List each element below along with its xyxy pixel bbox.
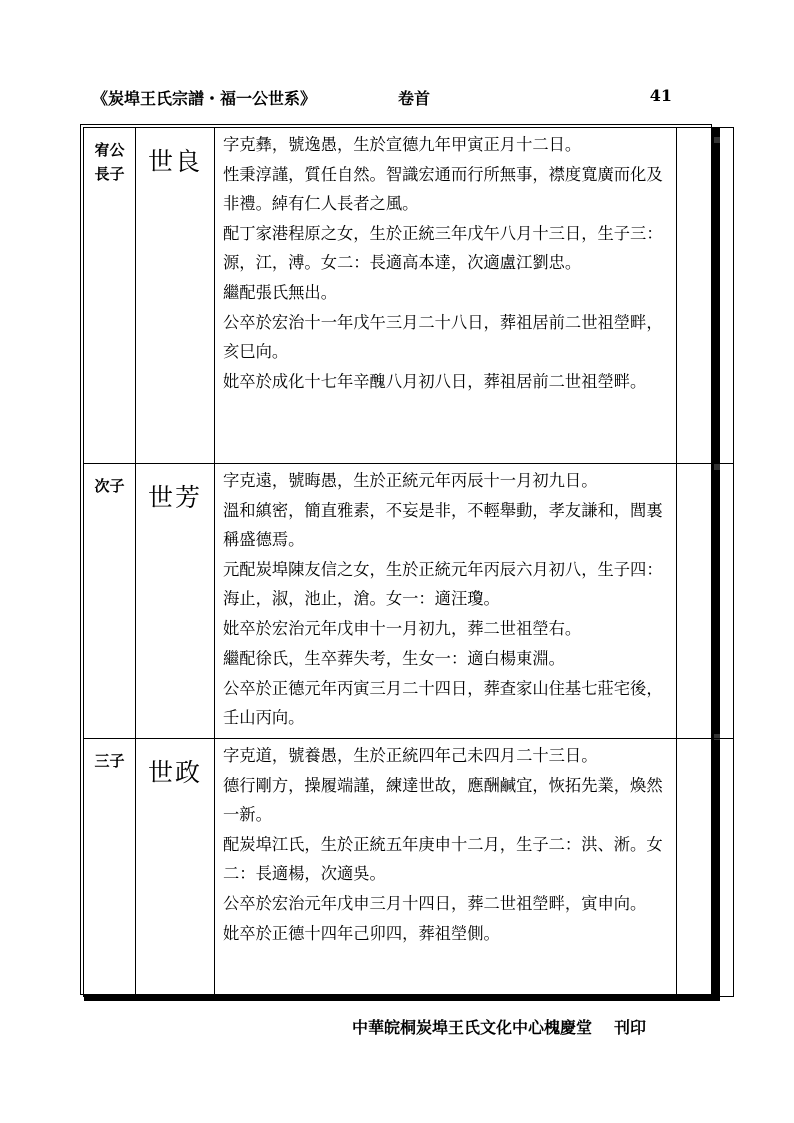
book-title: 《炭埠王氏宗譜・福一公世系》 [92,89,317,108]
biography-paragraph: 字克遠，號晦愚，生於正統元年丙辰十一月初九日。 [223,471,598,490]
biography-cell [215,464,677,739]
relation-line: 長子 [94,165,125,183]
biography-paragraph: 繼配徐氏，生卒葬失考，生女一：適白楊東淵。 [223,649,565,668]
biography-paragraph: 公卒於宏治元年戊申三月十四日，葬二世祖塋畔，寅申向。 [223,894,647,913]
table-row [84,464,734,739]
relation-line: 次子 [94,477,125,495]
relation-cell [84,128,136,464]
biography-paragraph: 字克道，號養愚，生於正統四年己未四月二十三日。 [223,746,598,765]
organization-name: 中華皖桐炭埠王氏文化中心槐慶堂 [352,1018,593,1037]
person-name-cell [136,464,215,739]
biography-paragraph: 字克彝，號逸愚，生於宣德九年甲寅正月十二日。 [223,135,582,154]
page-header [92,86,672,110]
biography-paragraph: 性秉淳謹，質任自然。智識宏通而行所無事，襟度寬廣而化及非禮。綽有仁人長者之風。 [223,165,663,213]
biography-paragraph: 妣卒於成化十七年辛醜八月初八日，葬祖居前二世祖塋畔。 [223,372,647,391]
notes-cell [677,464,734,739]
person-name: 世政 [147,758,202,787]
volume-label: 卷首 [398,89,431,108]
publisher-label: 刊印 [614,1018,647,1037]
biography-paragraph: 妣卒於正德十四年己卯四，葬祖塋側。 [223,924,500,943]
biography-paragraph: 配丁家港程原之女，生於正統三年戊午八月十三日，生子三：源，江，溥。女二：長適高本達，次適盧江劉忠。 [223,224,663,272]
biography-paragraph: 繼配張氏無出。 [223,283,337,302]
table-row [84,128,734,464]
biography-cell [215,739,677,997]
biography-paragraph: 德行剛方，操履端謹，練達世故，應酬鹹宜，恢拓先業，煥然一新。 [223,776,663,824]
page-footer [352,1015,646,1038]
biography-paragraph: 妣卒於宏治元年戊申十一月初九，葬二世祖塋右。 [223,619,582,638]
biography-paragraph: 配炭埠江氏，生於正統五年庚申十二月，生子二：洪、淅。女二：長適楊，次適吳。 [223,835,663,883]
relation-cell [84,464,136,739]
biography-paragraph: 公卒於宏治十一年戊午三月二十八日，葬祖居前二世祖塋畔，亥巳向。 [223,313,663,361]
page-number: 41 [649,86,672,105]
person-name-cell [136,739,215,997]
notes-cell [677,128,734,464]
biography-cell [215,128,677,464]
relation-line: 三子 [94,752,125,770]
biography-paragraph: 溫和縝密，簡直雅素，不妄是非，不輕舉動，孝友謙和，閭裏稱盛德焉。 [223,501,663,549]
biography-paragraph: 元配炭埠陳友信之女，生於正統元年丙辰六月初八，生子四：海止，淑，池止，滄。女一：適汪瓊。 [223,560,663,608]
table-row [84,739,734,997]
genealogy-table [83,127,734,997]
person-name: 世良 [147,147,202,176]
person-name-cell [136,128,215,464]
notes-cell [677,739,734,997]
relation-cell [84,739,136,997]
biography-paragraph: 公卒於正德元年丙寅三月二十四日，葬查家山住基七莊宅後，壬山丙向。 [223,679,663,727]
relation-line: 宥公 [94,141,125,159]
person-name: 世芳 [147,483,202,512]
